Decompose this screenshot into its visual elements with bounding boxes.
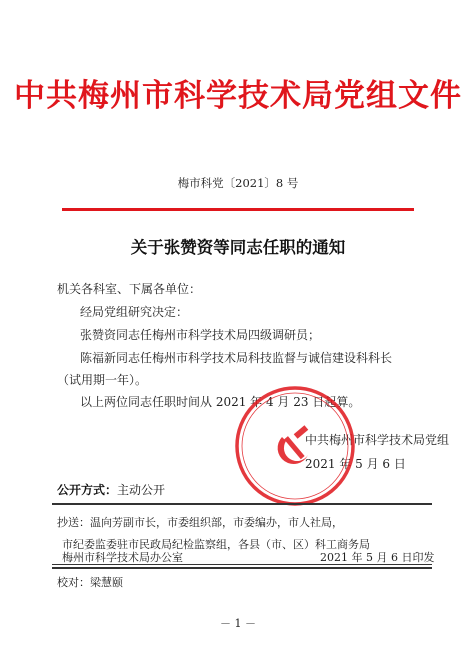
disclosure-label: 公开方式： xyxy=(57,483,118,497)
red-separator-line xyxy=(62,208,414,211)
issuing-office: 梅州市科学技术局办公室 xyxy=(62,551,183,564)
body-paragraph: 以上两位同志任职时间从 2021 年 4 月 23 日起算。 xyxy=(80,395,361,409)
hammer-sickle-icon xyxy=(278,425,309,464)
body-paragraph-continued: （试用期一年）。 xyxy=(57,373,148,387)
disclosure-value: 主动公开 xyxy=(117,483,166,497)
footer-top-rule xyxy=(52,503,432,505)
party-seal-stamp xyxy=(232,383,358,509)
page-number: － 1 － xyxy=(220,617,256,630)
issue-date: 2021 年 5 月 6 日印发 xyxy=(320,551,435,564)
body-paragraph: 经局党组研究决定： xyxy=(80,305,189,319)
cc-recipients-line: 抄送：温向芳副市长，市委组织部，市委编办，市人社局， xyxy=(57,516,343,529)
disclosure-method xyxy=(57,481,165,498)
document-number: 梅市科党〔2021〕8 号 xyxy=(177,176,299,190)
addressee: 机关各科室、下属各单位： xyxy=(57,282,202,296)
footer-rule xyxy=(52,564,432,565)
notice-title: 关于张赞资等同志任职的通知 xyxy=(130,238,346,257)
body-paragraph: 陈福新同志任梅州市科学技术局科技监督与诚信建设科科长 xyxy=(80,351,393,365)
cc-recipients-line: 市纪委监委驻市民政局纪检监察组，各县（市、区）科工商务局 xyxy=(62,538,370,551)
signature-organization: 中共梅州市科学技术局党组 xyxy=(305,433,450,447)
body-paragraph: 张赞资同志任梅州市科学技术局四级调研员； xyxy=(80,328,321,342)
footer-bottom-rule xyxy=(52,567,432,569)
proofreader: 校对：梁慧颐 xyxy=(57,576,123,589)
signature-date: 2021 年 5 月 6 日 xyxy=(305,457,406,471)
document-header-title: 中共梅州市科学技术局党组文件 xyxy=(14,78,462,114)
